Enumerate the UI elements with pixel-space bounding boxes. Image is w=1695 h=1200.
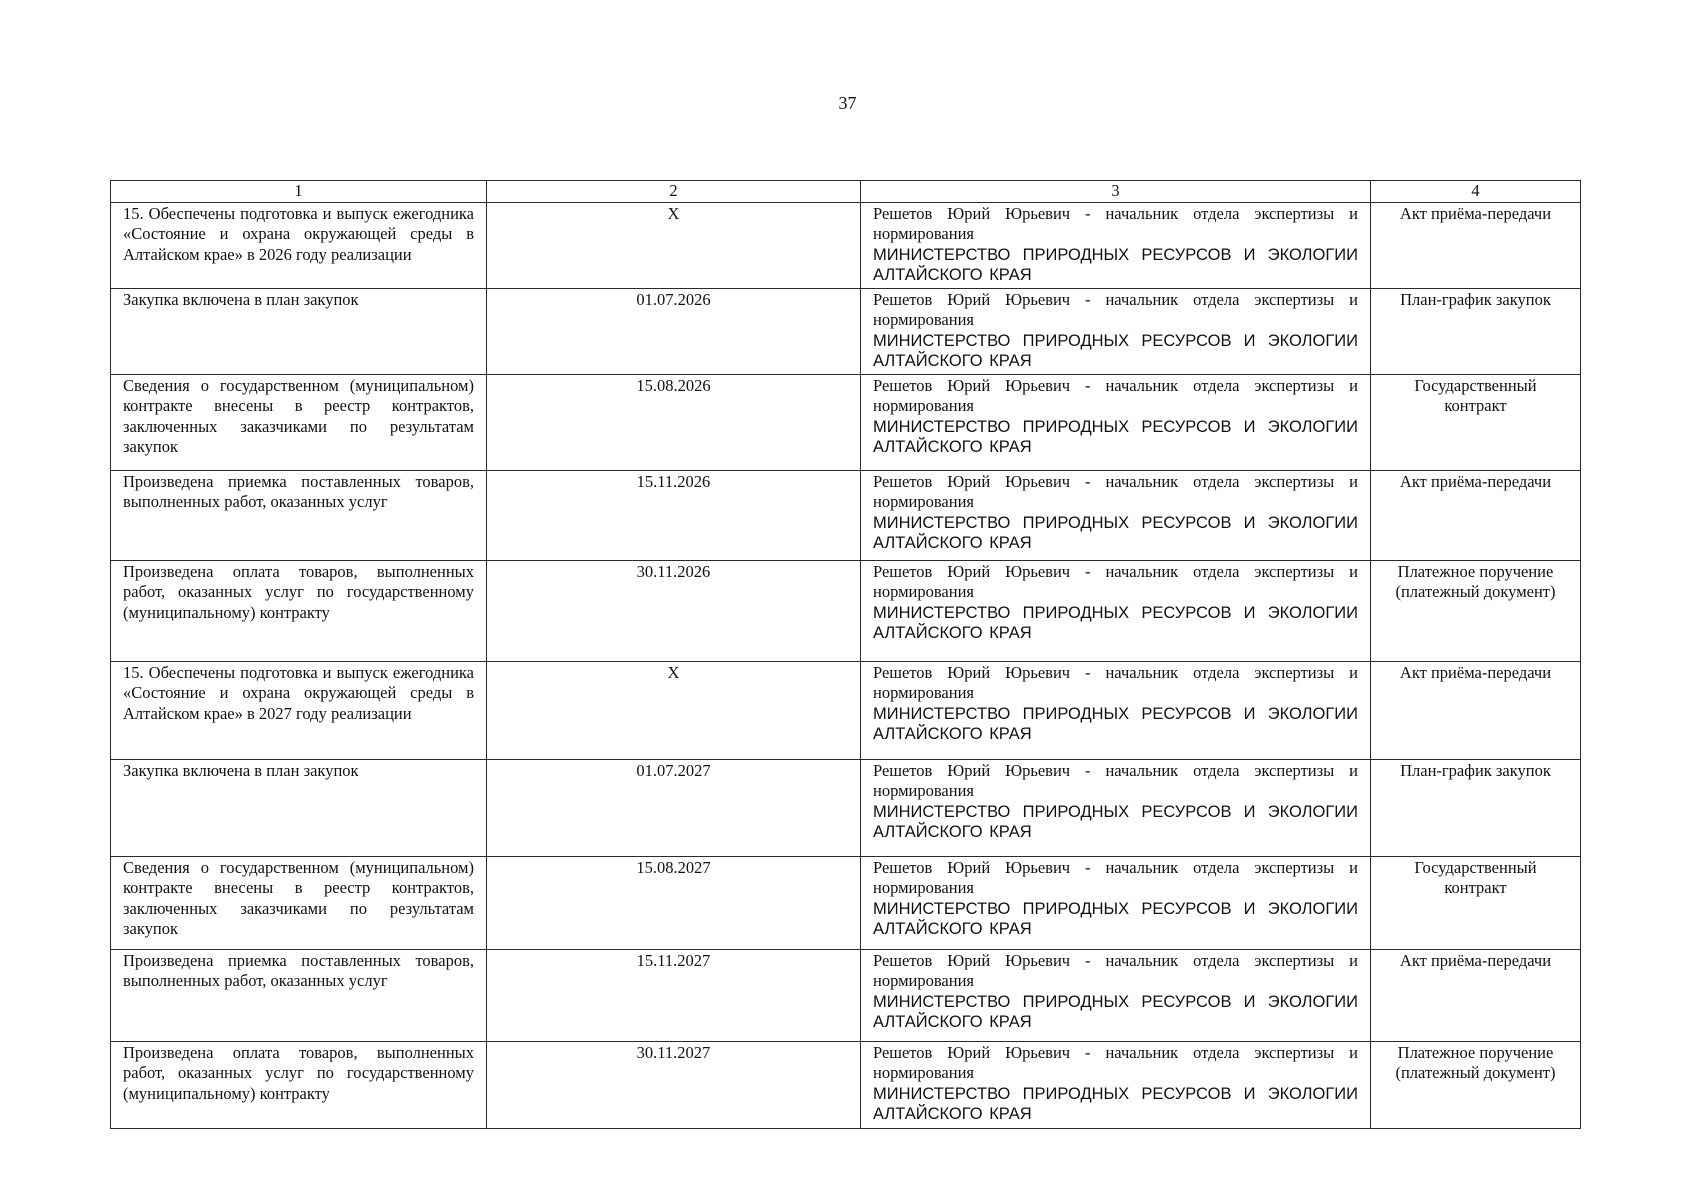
event-cell: 15. Обеспечены подготовка и выпуск ежегодника «Состояние и охрана окружающей среды в Алтайском крае» в 2027 году реализации	[111, 661, 487, 759]
document-cell: План-график закупок	[1371, 288, 1581, 374]
responsible-cell	[861, 288, 1371, 374]
responsible-person: Решетов Юрий Юрьевич - начальник отдела экспертизы и нормирования	[873, 950, 1358, 990]
column-header-2: 2	[487, 181, 861, 203]
responsible-person: Решетов Юрий Юрьевич - начальник отдела экспертизы и нормирования	[873, 1042, 1358, 1082]
responsible-cell	[861, 1041, 1371, 1128]
event-cell: Закупка включена в план закупок	[111, 759, 487, 856]
date-cell: 15.08.2027	[487, 856, 861, 949]
date-cell: 01.07.2026	[487, 288, 861, 374]
responsible-organization: МИНИСТЕРСТВО ПРИРОДНЫХ РЕСУРСОВ И ЭКОЛОГИИ АЛТАЙСКОГО КРАЯ	[873, 1084, 1358, 1123]
plan-table	[110, 180, 1581, 1129]
responsible-organization: МИНИСТЕРСТВО ПРИРОДНЫХ РЕСУРСОВ И ЭКОЛОГИИ АЛТАЙСКОГО КРАЯ	[873, 704, 1358, 743]
responsible-person: Решетов Юрий Юрьевич - начальник отдела экспертизы и нормирования	[873, 289, 1358, 329]
event-cell: Сведения о государственном (муниципальном) контракте внесены в реестр контрактов, заключенных заказчиками по результатам закупок	[111, 856, 487, 949]
date-cell: 01.07.2027	[487, 759, 861, 856]
table-row	[111, 661, 1581, 759]
responsible-cell	[861, 759, 1371, 856]
responsible-organization: МИНИСТЕРСТВО ПРИРОДНЫХ РЕСУРСОВ И ЭКОЛОГИИ АЛТАЙСКОГО КРАЯ	[873, 992, 1358, 1031]
column-header-1: 1	[111, 181, 487, 203]
responsible-person: Решетов Юрий Юрьевич - начальник отдела экспертизы и нормирования	[873, 561, 1358, 601]
page-number: 37	[838, 93, 857, 113]
responsible-organization: МИНИСТЕРСТВО ПРИРОДНЫХ РЕСУРСОВ И ЭКОЛОГИИ АЛТАЙСКОГО КРАЯ	[873, 603, 1358, 642]
responsible-cell	[861, 949, 1371, 1041]
document-cell: Акт приёма-передачи	[1371, 949, 1581, 1041]
responsible-person: Решетов Юрий Юрьевич - начальник отдела экспертизы и нормирования	[873, 760, 1358, 800]
responsible-person: Решетов Юрий Юрьевич - начальник отдела экспертизы и нормирования	[873, 662, 1358, 702]
document-cell: Платежное поручение (платежный документ)	[1371, 560, 1581, 661]
table-row	[111, 856, 1581, 949]
responsible-organization: МИНИСТЕРСТВО ПРИРОДНЫХ РЕСУРСОВ И ЭКОЛОГИИ АЛТАЙСКОГО КРАЯ	[873, 513, 1358, 552]
responsible-cell	[861, 470, 1371, 560]
event-cell: Произведена приемка поставленных товаров, выполненных работ, оказанных услуг	[111, 949, 487, 1041]
responsible-cell	[861, 560, 1371, 661]
date-cell: 30.11.2026	[487, 560, 861, 661]
event-cell: Закупка включена в план закупок	[111, 288, 487, 374]
responsible-organization: МИНИСТЕРСТВО ПРИРОДНЫХ РЕСУРСОВ И ЭКОЛОГИИ АЛТАЙСКОГО КРАЯ	[873, 417, 1358, 456]
document-cell: Акт приёма-передачи	[1371, 661, 1581, 759]
responsible-organization: МИНИСТЕРСТВО ПРИРОДНЫХ РЕСУРСОВ И ЭКОЛОГИИ АЛТАЙСКОГО КРАЯ	[873, 899, 1358, 938]
document-cell: Государственный контракт	[1371, 856, 1581, 949]
date-cell: 15.11.2026	[487, 470, 861, 560]
date-cell: 30.11.2027	[487, 1041, 861, 1128]
date-cell: Х	[487, 661, 861, 759]
document-cell: Акт приёма-передачи	[1371, 470, 1581, 560]
document-cell: План-график закупок	[1371, 759, 1581, 856]
table-row	[111, 1041, 1581, 1128]
header-row	[111, 181, 1581, 203]
date-cell: Х	[487, 202, 861, 288]
event-cell: 15. Обеспечены подготовка и выпуск ежегодника «Состояние и охрана окружающей среды в Алтайском крае» в 2026 году реализации	[111, 202, 487, 288]
responsible-person: Решетов Юрий Юрьевич - начальник отдела экспертизы и нормирования	[873, 471, 1358, 511]
date-cell: 15.08.2026	[487, 374, 861, 470]
table-row	[111, 560, 1581, 661]
document-cell: Государственный контракт	[1371, 374, 1581, 470]
responsible-cell	[861, 374, 1371, 470]
event-cell: Произведена оплата товаров, выполненных работ, оказанных услуг по государственному (муниципальному) контракту	[111, 1041, 487, 1128]
column-header-4: 4	[1371, 181, 1581, 203]
responsible-organization: МИНИСТЕРСТВО ПРИРОДНЫХ РЕСУРСОВ И ЭКОЛОГИИ АЛТАЙСКОГО КРАЯ	[873, 245, 1358, 284]
event-cell: Сведения о государственном (муниципальном) контракте внесены в реестр контрактов, заключенных заказчиками по результатам закупок	[111, 374, 487, 470]
document-cell: Платежное поручение (платежный документ)	[1371, 1041, 1581, 1128]
table-row	[111, 759, 1581, 856]
document-cell: Акт приёма-передачи	[1371, 202, 1581, 288]
table-row	[111, 288, 1581, 374]
table-row	[111, 470, 1581, 560]
table-row	[111, 949, 1581, 1041]
table-row	[111, 374, 1581, 470]
responsible-organization: МИНИСТЕРСТВО ПРИРОДНЫХ РЕСУРСОВ И ЭКОЛОГИИ АЛТАЙСКОГО КРАЯ	[873, 802, 1358, 841]
responsible-organization: МИНИСТЕРСТВО ПРИРОДНЫХ РЕСУРСОВ И ЭКОЛОГИИ АЛТАЙСКОГО КРАЯ	[873, 331, 1358, 370]
responsible-cell	[861, 661, 1371, 759]
responsible-person: Решетов Юрий Юрьевич - начальник отдела экспертизы и нормирования	[873, 203, 1358, 243]
responsible-cell	[861, 202, 1371, 288]
responsible-person: Решетов Юрий Юрьевич - начальник отдела экспертизы и нормирования	[873, 375, 1358, 415]
event-cell: Произведена приемка поставленных товаров, выполненных работ, оказанных услуг	[111, 470, 487, 560]
table-row	[111, 202, 1581, 288]
responsible-person: Решетов Юрий Юрьевич - начальник отдела экспертизы и нормирования	[873, 857, 1358, 897]
column-header-3: 3	[861, 181, 1371, 203]
event-cell: Произведена оплата товаров, выполненных работ, оказанных услуг по государственному (муниципальному) контракту	[111, 560, 487, 661]
date-cell: 15.11.2027	[487, 949, 861, 1041]
responsible-cell	[861, 856, 1371, 949]
